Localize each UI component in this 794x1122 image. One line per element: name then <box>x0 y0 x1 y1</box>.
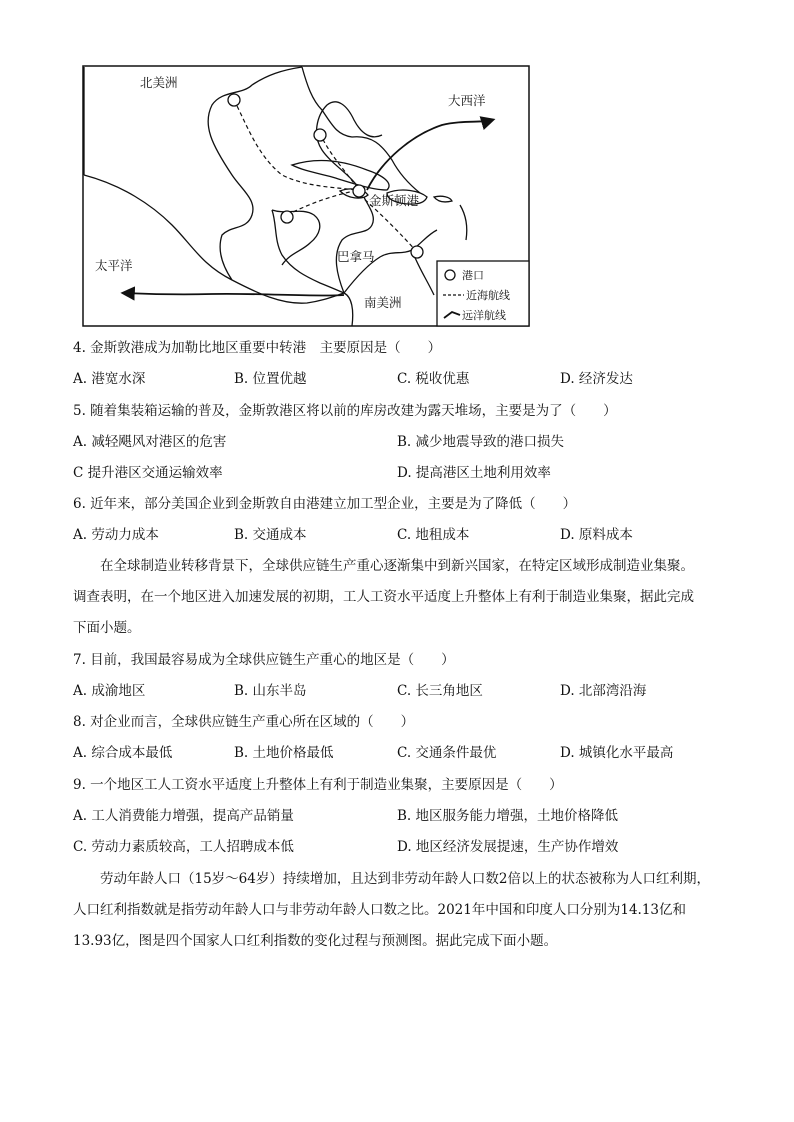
passage-demographic-line-1: 劳动年龄人口（15岁～64岁）持续增加，且达到非劳动年龄人口数2倍以上的状态被称为人口红利期， <box>100 871 710 887</box>
legend-coastal-label: 近海航线 <box>466 289 510 302</box>
map-svg <box>82 65 530 327</box>
legend-port-icon <box>445 270 455 280</box>
label-kingston: 金斯顿港 <box>369 193 420 208</box>
legend-port-label: 港口 <box>462 269 484 282</box>
question-6-option-b[interactable]: B. 交通成本 <box>234 527 307 543</box>
passage-demographic-line-3: 13.93亿，图是四个国家人口红利指数的变化过程与预测图。据此完成下面小题。 <box>73 933 558 949</box>
question-4-option-b[interactable]: B. 位置优越 <box>234 371 307 387</box>
question-8-option-a[interactable]: A. 综合成本最低 <box>73 745 173 761</box>
question-6-option-a[interactable]: A. 劳动力成本 <box>73 527 159 543</box>
question-6-option-c[interactable]: C. 地租成本 <box>397 527 470 543</box>
question-6-option-d[interactable]: D. 原料成本 <box>560 527 633 543</box>
question-5-option-c[interactable]: C 提升港区交通运输效率 <box>73 465 223 481</box>
label-atlantic: 大西洋 <box>448 93 486 108</box>
route-map <box>82 65 530 327</box>
passage-manufacturing-line-1: 在全球制造业转移背景下，全球供应链生产重心逐渐集中到新兴国家，在特定区域形成制造业集聚。 <box>100 558 694 574</box>
question-8-option-c[interactable]: C. 交通条件最优 <box>397 745 497 761</box>
label-pacific: 太平洋 <box>95 258 133 273</box>
question-4-option-d[interactable]: D. 经济发达 <box>560 371 633 387</box>
question-5-stem: 5. 随着集装箱运输的普及，金斯敦港区将以前的库房改建为露天堆场，主要是为了（ ） <box>73 403 617 419</box>
question-7-option-c[interactable]: C. 长三角地区 <box>397 683 483 699</box>
label-south-america: 南美洲 <box>364 295 402 310</box>
question-8-stem: 8. 对企业而言，全球供应链生产重心所在区域的（ ） <box>73 714 415 730</box>
question-7-option-b[interactable]: B. 山东半岛 <box>234 683 307 699</box>
question-5-option-d[interactable]: D. 提高港区土地利用效率 <box>397 465 551 481</box>
question-9-stem: 9. 一个地区工人工资水平适度上升整体上有利于制造业集聚，主要原因是（ ） <box>73 777 563 793</box>
question-5-option-a[interactable]: A. 减轻飓风对港区的危害 <box>73 434 227 450</box>
question-9-option-c[interactable]: C. 劳动力素质较高，工人招聘成本低 <box>73 839 294 855</box>
passage-manufacturing <box>73 551 723 644</box>
question-4-option-a[interactable]: A. 港宽水深 <box>73 371 146 387</box>
question-5-option-b[interactable]: B. 减少地震导致的港口损失 <box>397 434 565 450</box>
question-8-option-d[interactable]: D. 城镇化水平最高 <box>560 745 674 761</box>
question-9-option-d[interactable]: D. 地区经济发展提速，生产协作增效 <box>397 839 619 855</box>
question-8-option-b[interactable]: B. 土地价格最低 <box>234 745 334 761</box>
passage-demographic <box>73 864 723 957</box>
question-7-stem: 7. 目前，我国最容易成为全球供应链生产重心的地区是（ ） <box>73 652 455 668</box>
passage-manufacturing-line-2: 调查表明，在一个地区进入加速发展的初期，工人工资水平适度上升整体上有利于制造业集聚，据此完成 <box>73 589 694 605</box>
question-9-option-b[interactable]: B. 地区服务能力增强，土地价格降低 <box>397 808 619 824</box>
question-4-stem: 4. 金斯敦港成为加勒比地区重要中转港 主要原因是（ ） <box>73 340 442 356</box>
question-7-option-a[interactable]: A. 成渝地区 <box>73 683 146 699</box>
passage-manufacturing-line-3: 下面小题。 <box>73 620 141 636</box>
question-7-option-d[interactable]: D. 北部湾沿海 <box>560 683 647 699</box>
question-9-option-a[interactable]: A. 工人消费能力增强，提高产品销量 <box>73 808 294 824</box>
map-legend <box>437 261 529 326</box>
legend-ocean-label: 远洋航线 <box>462 309 506 322</box>
passage-demographic-line-2: 人口红利指数就是指劳动年龄人口与非劳动年龄人口数之比。2021年中国和印度人口分别为14.13亿和 <box>73 902 687 918</box>
label-panama: 巴拿马 <box>337 249 375 264</box>
label-north-america: 北美洲 <box>140 75 178 90</box>
question-4-option-c[interactable]: C. 税收优惠 <box>397 371 470 387</box>
question-6-stem: 6. 近年来，部分美国企业到金斯敦自由港建立加工型企业，主要是为了降低（ ） <box>73 496 577 512</box>
